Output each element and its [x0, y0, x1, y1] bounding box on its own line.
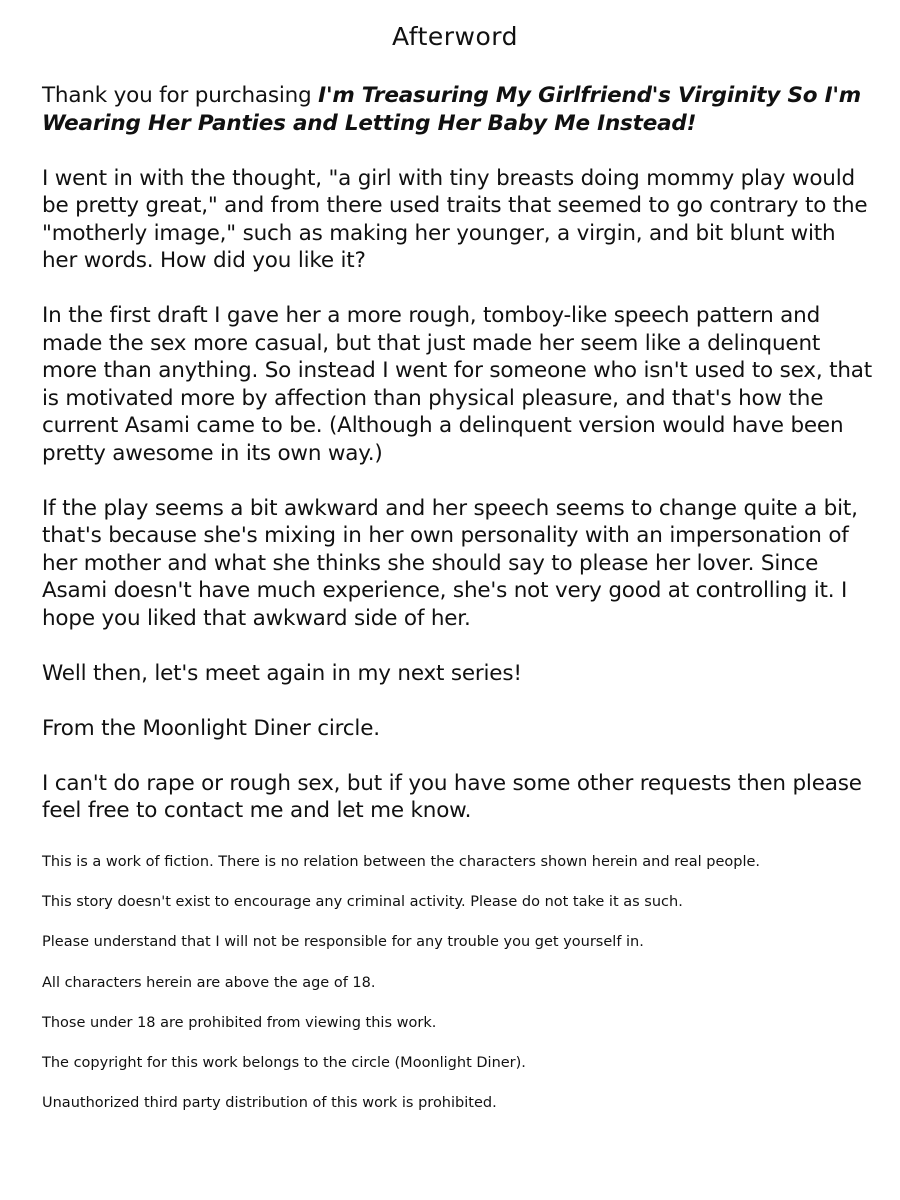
notice-fiction: This is a work of fiction. There is no relation between the characters shown herein and real people.	[42, 854, 760, 870]
notice-responsibility: Please understand that I will not be responsible for any trouble you get yourself in.	[42, 934, 644, 951]
intro-paragraph	[42, 82, 877, 137]
paragraph-requests: I can't do rape or rough sex, but if you have some other requests then please feel free to contact me and let me know.	[42, 770, 862, 823]
page-title: Afterword	[392, 22, 518, 51]
paragraph-farewell: Well then, let's meet again in my next series!	[42, 660, 522, 686]
paragraph-circle: From the Moonlight Diner circle.	[42, 715, 380, 741]
notice-criminal: This story doesn't exist to encourage any criminal activity. Please do not take it as such.	[42, 894, 683, 911]
afterword-body	[42, 82, 877, 852]
book-title: I'm Treasuring My Girlfriend's Virginity So I'm Wearing Her Panties and Letting Her Baby Me Instead!	[42, 83, 861, 136]
paragraph-play: If the play seems a bit awkward and her speech seems to change quite a bit, that's because she's mixing in her own personality with an impersonation of her mother and what she thinks she should say to please her lover. Since Asami doesn't have much experience, she's not very good at controlling it. I hope you liked that awkward side of her.	[42, 495, 858, 631]
notice-copyright: The copyright for this work belongs to the circle (Moonlight Diner).	[42, 1054, 526, 1071]
notice-distribution: Unauthorized third party distribution of this work is prohibited.	[42, 1095, 497, 1112]
legal-notices	[42, 852, 882, 1133]
notice-age: All characters herein are above the age of 18.	[42, 974, 376, 991]
paragraph-first-draft: In the first draft I gave her a more rough, tomboy-like speech pattern and made the sex more casual, but that just made her seem like a delinquent more than anything. So instead I went for someone who isn't used to sex, that is motivated more by affection than physical pleasure, and that's how the current Asami came to be. (Although a delinquent version would have been pretty awesome in its own way.)	[42, 303, 872, 466]
intro-prefix: Thank you for purchasing	[42, 83, 319, 108]
notice-under-18: Those under 18 are prohibited from viewing this work.	[42, 1014, 437, 1031]
paragraph-concept: I went in with the thought, "a girl with tiny breasts doing mommy play would be pretty great," and from there used traits that seemed to go contrary to the "motherly image," such as making her younger, a virgin, and bit blunt with her words. How did you like it?	[42, 165, 868, 273]
